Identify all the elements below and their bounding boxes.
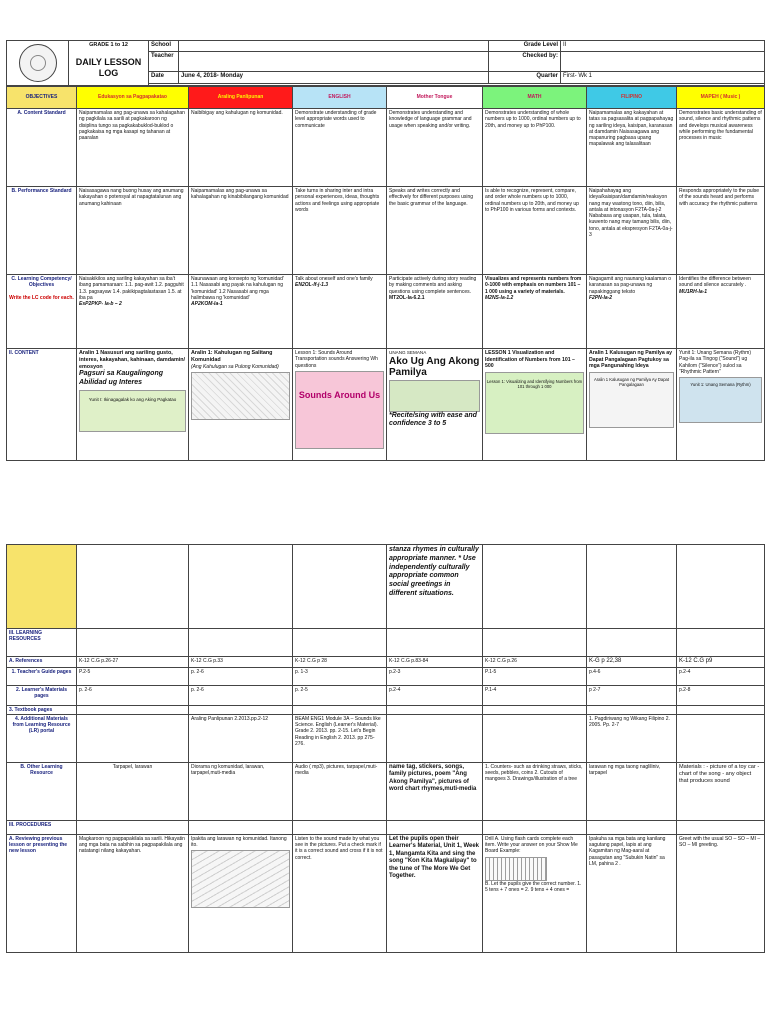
- competency-mt-code: MT2OL-Ia-6.2.1: [389, 294, 425, 301]
- school-label: School: [149, 41, 179, 52]
- content-eng-title: Lesson 1: Sounds Around Transportation sounds Answering Wh questions: [295, 350, 378, 369]
- competency-label: C. Learning Competency/ Objectives: [11, 276, 72, 289]
- review-mapeh: Greet with the usual SO – SO – MI – SO – MI greeting.: [677, 834, 765, 952]
- competency-fil-text: Nagagamit ang naunang kaalaman o karanasan sa pag-unawa ng napakinggang teksto: [589, 276, 672, 295]
- review-ap-text: Ipakita ang larawan ng komunidad. Itanong ito.: [191, 835, 287, 848]
- competency-ap-code: AP2KOM-Ia-1: [191, 301, 223, 307]
- content-eng: [293, 349, 387, 461]
- continuation-math: [483, 545, 587, 629]
- tg-fil: p.4-6: [587, 667, 677, 685]
- review-eng: Listen to the sound made by what you see in the pictures. Put a check mark if it is a correct sound and cross if it is not correct.: [293, 834, 387, 952]
- content-ap-title: Aralin 1: Kahulugan ng Salitang Komunidad: [191, 350, 273, 363]
- subject-math: MATH: [483, 87, 587, 109]
- content-standard-eng: Demonstrate understanding of grade level appropriate words used to communicate: [293, 109, 387, 187]
- subject-mother-tongue: Mother Tongue: [387, 87, 483, 109]
- deped-seal: [7, 41, 69, 86]
- continuation-eng: [293, 545, 387, 629]
- ref-mt: K-12 C.G p.83-84: [387, 657, 483, 668]
- other-math: 1. Counters- such as drinking straws, sticks, seeds, pebbles, coins 2. Cutouts of mangoes 3. Drawings/illustration of a tree: [483, 762, 587, 820]
- add-mt: [387, 714, 483, 762]
- review-mt: Let the pupils open their Learner's Material, Unit 1, Week 1, Mangamta Kita and sing the song "Kon Kita Magkalipay" to the tune of The More We Get Together.: [387, 834, 483, 952]
- content-ap-image: [191, 372, 290, 420]
- performance-standard-eng: Take turns in sharing inter and intra personal experiences, ideas, thoughts actions and feelings using appropriate words: [293, 187, 387, 275]
- ref-ap: K-12 C.G p.33: [189, 657, 293, 668]
- competency-mapeh-text: Identifies the difference between sound and silence accurately .: [679, 276, 751, 289]
- content-eng-image: [295, 371, 384, 449]
- tg-math: P.1-5: [483, 667, 587, 685]
- learning-resources-label: III. LEARNING RESOURCES: [7, 629, 77, 657]
- competency-label-cell: [7, 275, 77, 349]
- review-ap-image: [191, 850, 290, 908]
- content-fil-title: Aralin 1 Kalusugan ng Pamilya ay Dapat Pangalagaan Pagtukoy sa mga Pangunahing Ideya: [589, 350, 673, 369]
- subject-ap: Araling Panlipunan: [189, 87, 293, 109]
- performance-standard-math: Is able to recognize, represent, compare, and order whole numbers up to 1000, ordinal numbers up to 20th, and money up to PhP100 in various forms and contexts.: [483, 187, 587, 275]
- competency-mapeh-code: MU1RH-Ia-1: [679, 288, 708, 295]
- competency-math-text: Visualizes and represents numbers from 0-1000 with emphasis on numbers 101 – 1 000 using a variety of materials.: [485, 276, 582, 295]
- references-label: A. References: [7, 657, 77, 668]
- tg-label: 1. Teacher's Guide pages: [7, 667, 77, 685]
- review-ap: [189, 834, 293, 952]
- review-fil: Ipakuha sa mga bata ang kanilang sagutang papel, lapis at ang Kagamitan ng Mag-aaral at pasagutan ang "Subukin Natin" sa LM, pahina 2 .: [587, 834, 677, 952]
- performance-standard-mapeh: Responds appropriately to the pulse of the sounds heard and performs with accuracy the rhythmic patterns: [677, 187, 765, 275]
- objectives-table: [6, 86, 765, 461]
- review-math-image: [485, 857, 547, 881]
- continuation-esp: [77, 545, 189, 629]
- grade-level-label: Grade Level: [489, 41, 561, 52]
- subject-esp: Edukasyon sa Pagpapakatao: [77, 87, 189, 109]
- content-standard-math: Demonstrates understanding of whole numbers up to 1000, ordinal numbers up to 20th, and money up to PhP100.: [483, 109, 587, 187]
- competency-esp: [77, 275, 189, 349]
- content-esp-image-text: Yunit I: Ikinagagalak ko ang Aking Pagkatao: [88, 396, 177, 402]
- review-esp: Magkaroon ng pagpapakilala sa sarili. Hikayatin ang mga bata na sabihin sa pagpapakilala ang natatangi nilang kakayahan.: [77, 834, 189, 952]
- teacher-label: Teacher: [149, 52, 179, 72]
- grade-range: GRADE 1 to 12: [69, 41, 149, 52]
- content-math-image-text: Lesson 1: Visualizing and Identifying Numbers from 101 through 1 000: [486, 378, 583, 389]
- performance-standard-esp: Naisasagawa nang buong husay ang anumang kakayahan o potensyal at napagtatalunan ang anumang kahinaan: [77, 187, 189, 275]
- continuation-mapeh: [677, 545, 765, 629]
- competency-fil-code: F2PN-Ia-2: [589, 294, 613, 301]
- competency-ap: [189, 275, 293, 349]
- content-fil-image-text: Aralin 1 Kalusugan ng Pamilya Ay Dapat Pangalagaan: [593, 376, 670, 387]
- log-title-line2: LOG: [98, 68, 119, 79]
- other-fil: larawan ng mga taong nagliliniv, tarpapel: [587, 762, 677, 820]
- objectives-heading: OBJECTIVES: [7, 87, 77, 109]
- grade-level-value[interactable]: II: [561, 41, 765, 52]
- content-mt: [387, 349, 483, 461]
- review-math-b: B. Let the pupils give the correct number. 1. 5 tens + 7 ones = 2. 9 tens + 4 ones =: [485, 880, 582, 893]
- quarter-value[interactable]: First- Wk 1: [561, 72, 765, 83]
- tg-mapeh: p.2-4: [677, 667, 765, 685]
- content-eng-image-text: Sounds Around Us: [298, 389, 381, 400]
- competency-math: [483, 275, 587, 349]
- content-math: [483, 349, 587, 461]
- content-mt-title: Ako Ug Ang Akong Pamilya: [389, 355, 480, 378]
- add-ap: Araling Panlipunan 2.2013.pp.2-12: [189, 714, 293, 762]
- competency-eng-code: EN2OL-If-j-1.3: [295, 282, 329, 289]
- lm-label: 2. Learner's Materials pages: [7, 685, 77, 705]
- ref-esp: K-12 C.G p.26-27: [77, 657, 189, 668]
- ref-eng: K-12 C.G p 28: [293, 657, 387, 668]
- content-math-image: [485, 372, 584, 434]
- content-mapeh-image-text: Yunit 1: Unang Semana (Rythm): [690, 382, 751, 387]
- content-standard-mapeh: Demonstrates basic understanding of sound, silence and rhythmic patterns and develops musical awareness while performing the fundamental processes in music: [677, 109, 765, 187]
- tg-eng: p. 1-3: [293, 667, 387, 685]
- performance-standard-ap: Naipamamalas ang pag-unawa sa kahalagahan ng kinabibilangang komunidad: [189, 187, 293, 275]
- tg-esp: P.2-5: [77, 667, 189, 685]
- competency-mt: [387, 275, 483, 349]
- add-fil: 1. Pagdiriwang ng Wikang Filipino 2. 2005. Pp. 2-7: [587, 714, 677, 762]
- content-mt-ital: *Recite/sing with ease and confidence 3 to 5: [389, 411, 477, 428]
- additional-materials-label: 4. Additional Materials from Learning Resource (LR) portal: [7, 714, 77, 762]
- continuation-ap: [189, 545, 293, 629]
- quarter-label: Quarter: [489, 72, 561, 83]
- seal-icon: [19, 44, 57, 82]
- content-ap-ital: (Ang Kahulugan sa Pulong Komunidad): [191, 363, 279, 370]
- add-mapeh: [677, 714, 765, 762]
- content-standard-label: A. Content Standard: [7, 109, 77, 187]
- checked-by-label: Checked by:: [489, 52, 561, 72]
- add-eng: BEAM ENG1 Module 3A – Sounds like Science. English (Learner's Material). Grade 2. 2013. pp. 2-15. Let's Begin Reading in English 2. 2013. pp 275-276.: [293, 714, 387, 762]
- content-standard-fil: Naipamamalas ang kakayahan at tatas sa pagsasalita at pagpapahayag ng sariling ideya, kaisipan, karanasan at damdamin Naisasagawa ang mapanuring pagbasa upang mapalawak ang talasalitaan: [587, 109, 677, 187]
- lm-ap: p. 2-6: [189, 685, 293, 705]
- lm-mapeh: p.2-8: [677, 685, 765, 705]
- content-mapeh: [677, 349, 765, 461]
- competency-esp-text: Naisakikilos ang sariling kakayahan sa iba’t ibang pamamaraan: 1.1. pag-awit 1.2. pagguhit 1.3. pagsayaw 1.4. pakikipagtalastasan 1.5. at iba pa: [79, 276, 184, 301]
- content-mt-image: [389, 380, 480, 412]
- content-standard-mt: Demonstrates understanding and knowledge of language grammar and usage when speaking and/or writing.: [387, 109, 483, 187]
- ref-fil: K-G p 22,38: [587, 657, 677, 668]
- continuation-label: [7, 545, 77, 629]
- header-table: [6, 40, 765, 86]
- content-fil-image: [589, 372, 674, 428]
- tg-mt: p.2-3: [387, 667, 483, 685]
- other-eng: Audio ( mp3), pictures, tarpapel,muti-media: [293, 762, 387, 820]
- subject-english: ENGLISH: [293, 87, 387, 109]
- content-standard-ap: Naibibigay ang kahulugan ng komunidad.: [189, 109, 293, 187]
- review-math: [483, 834, 587, 952]
- competency-esp-code: EsP2PKP- Ia-b – 2: [79, 301, 122, 307]
- content-esp: [77, 349, 189, 461]
- lm-fil: p 2-7: [587, 685, 677, 705]
- competency-eng: [293, 275, 387, 349]
- content-fil: [587, 349, 677, 461]
- subject-filipino: FILIPINO: [587, 87, 677, 109]
- tg-ap: p. 2-6: [189, 667, 293, 685]
- competency-math-code: M2NS-Ia-1.2: [485, 294, 514, 301]
- lm-esp: p. 2-6: [77, 685, 189, 705]
- competency-ap-text: Naunawaan ang konsepto ng 'komunidad' 1.1 Nasasabi ang payak na kahulugan ng 'komunidad' 1.2 Nasasabi ang mga halimbawa ng 'komunidad': [191, 276, 284, 301]
- content-mapeh-image: [679, 377, 762, 423]
- continuation-fil: [587, 545, 677, 629]
- textbook-label: 3. Textbook pages: [7, 705, 77, 714]
- lesson-log-page-1: [0, 40, 768, 461]
- competency-fil: [587, 275, 677, 349]
- content-ap: [189, 349, 293, 461]
- lm-mt: p.2-4: [387, 685, 483, 705]
- performance-standard-label: B. Performance Standard: [7, 187, 77, 275]
- content-esp-title: Aralin 1 Nasusuri ang sariling gusto, interes, kakayahan, kahinaan, damdamin/ emosyon: [79, 350, 186, 370]
- ref-math: K-12 C.G p.26: [483, 657, 587, 668]
- review-label: A. Reviewing previous lesson or presenting the new lesson: [7, 834, 77, 952]
- continuation-mt: stanza rhymes in culturally appropriate manner. * Use independently culturally appropriate common social greetings in different situations.: [387, 545, 483, 629]
- subject-mapeh: MAPEH ( Music ): [677, 87, 765, 109]
- add-esp: [77, 714, 189, 762]
- lm-eng: p. 2-5: [293, 685, 387, 705]
- competency-mapeh: [677, 275, 765, 349]
- competency-sublabel: Write the LC code for each.: [9, 294, 74, 301]
- other-resources-label: B. Other Learning Resource: [7, 762, 77, 820]
- review-math-text: Drill A. Using flash cards complete each item. Write your answer on your Show Me Board Example:: [485, 835, 578, 855]
- procedures-label: III. PROCEDURES: [7, 820, 77, 834]
- resources-table: [6, 544, 765, 953]
- log-title: [69, 52, 149, 86]
- performance-standard-fil: Naipahahayag ang ideya/kaisipan/damdamin/reaksyon nang may wastong tono, diin, bilis, antala at intonasyon F2TA-0a-j-2 Nababasa ang usapan, tula, talata, kuwento nang may tamang bilis, diin, tono, antala at ekspresyon F2TA-0a-j-3: [587, 187, 677, 275]
- content-esp-image: [79, 390, 186, 432]
- competency-eng-text: Talk about oneself and one's family: [295, 276, 373, 282]
- checked-by-value[interactable]: [561, 52, 765, 72]
- date-value[interactable]: June 4, 2018- Monday: [179, 72, 489, 83]
- ref-mapeh: K-12 C.G p9: [677, 657, 765, 668]
- log-title-line1: DAILY LESSON: [75, 57, 142, 67]
- teacher-value[interactable]: [179, 52, 489, 72]
- content-esp-ital: Pagsuri sa Kaugalingong Abilidad ug Interes: [79, 370, 164, 386]
- content-mapeh-title: Yunit 1: Unang Semana (Rythm) Pag-ila sa Tingog (“Sound”) ug Kahilom (“Silence”) sulod sa “Rhythmic Pattern”: [679, 350, 751, 375]
- lesson-log-page-2: [0, 544, 768, 953]
- content-mt-small: UNANG SEMANA: [389, 350, 427, 355]
- other-mt: name tag, stickers, songs, family pictures, poem "Ang Akong Pamilya", pictures of word chart rhymes,muti-media: [387, 762, 483, 820]
- content-label: II. CONTENT: [7, 349, 77, 461]
- lm-math: P.1-4: [483, 685, 587, 705]
- date-label: Date: [149, 72, 179, 83]
- other-mapeh: Materials : - picture of a toy car - chart of the song - any object that produces sound: [677, 762, 765, 820]
- other-ap: Diorama ng komunidad, larawan, tarpapel,muti-media: [189, 762, 293, 820]
- competency-mt-text: Participate actively during story reading by making comments and asking questions using complete sentences.: [389, 276, 477, 295]
- content-math-title: LESSON 1 Visualization and Identification of Numbers from 101 – 500: [485, 350, 575, 369]
- performance-standard-mt: Speaks and writes correctly and effectively for different purposes using the basic grammar of the language.: [387, 187, 483, 275]
- add-math: [483, 714, 587, 762]
- school-value[interactable]: [179, 41, 489, 52]
- content-standard-esp: Naipamamalas ang pag-unawa sa kahalagahan ng pagkilala sa sarili at pagkakaroon ng disiplina tungo sa pagkakabuklod-buklod o pagkakaisa ng mga kasapi ng tahanan at paaralan: [77, 109, 189, 187]
- other-esp: Tarpapel, larawan: [77, 762, 189, 820]
